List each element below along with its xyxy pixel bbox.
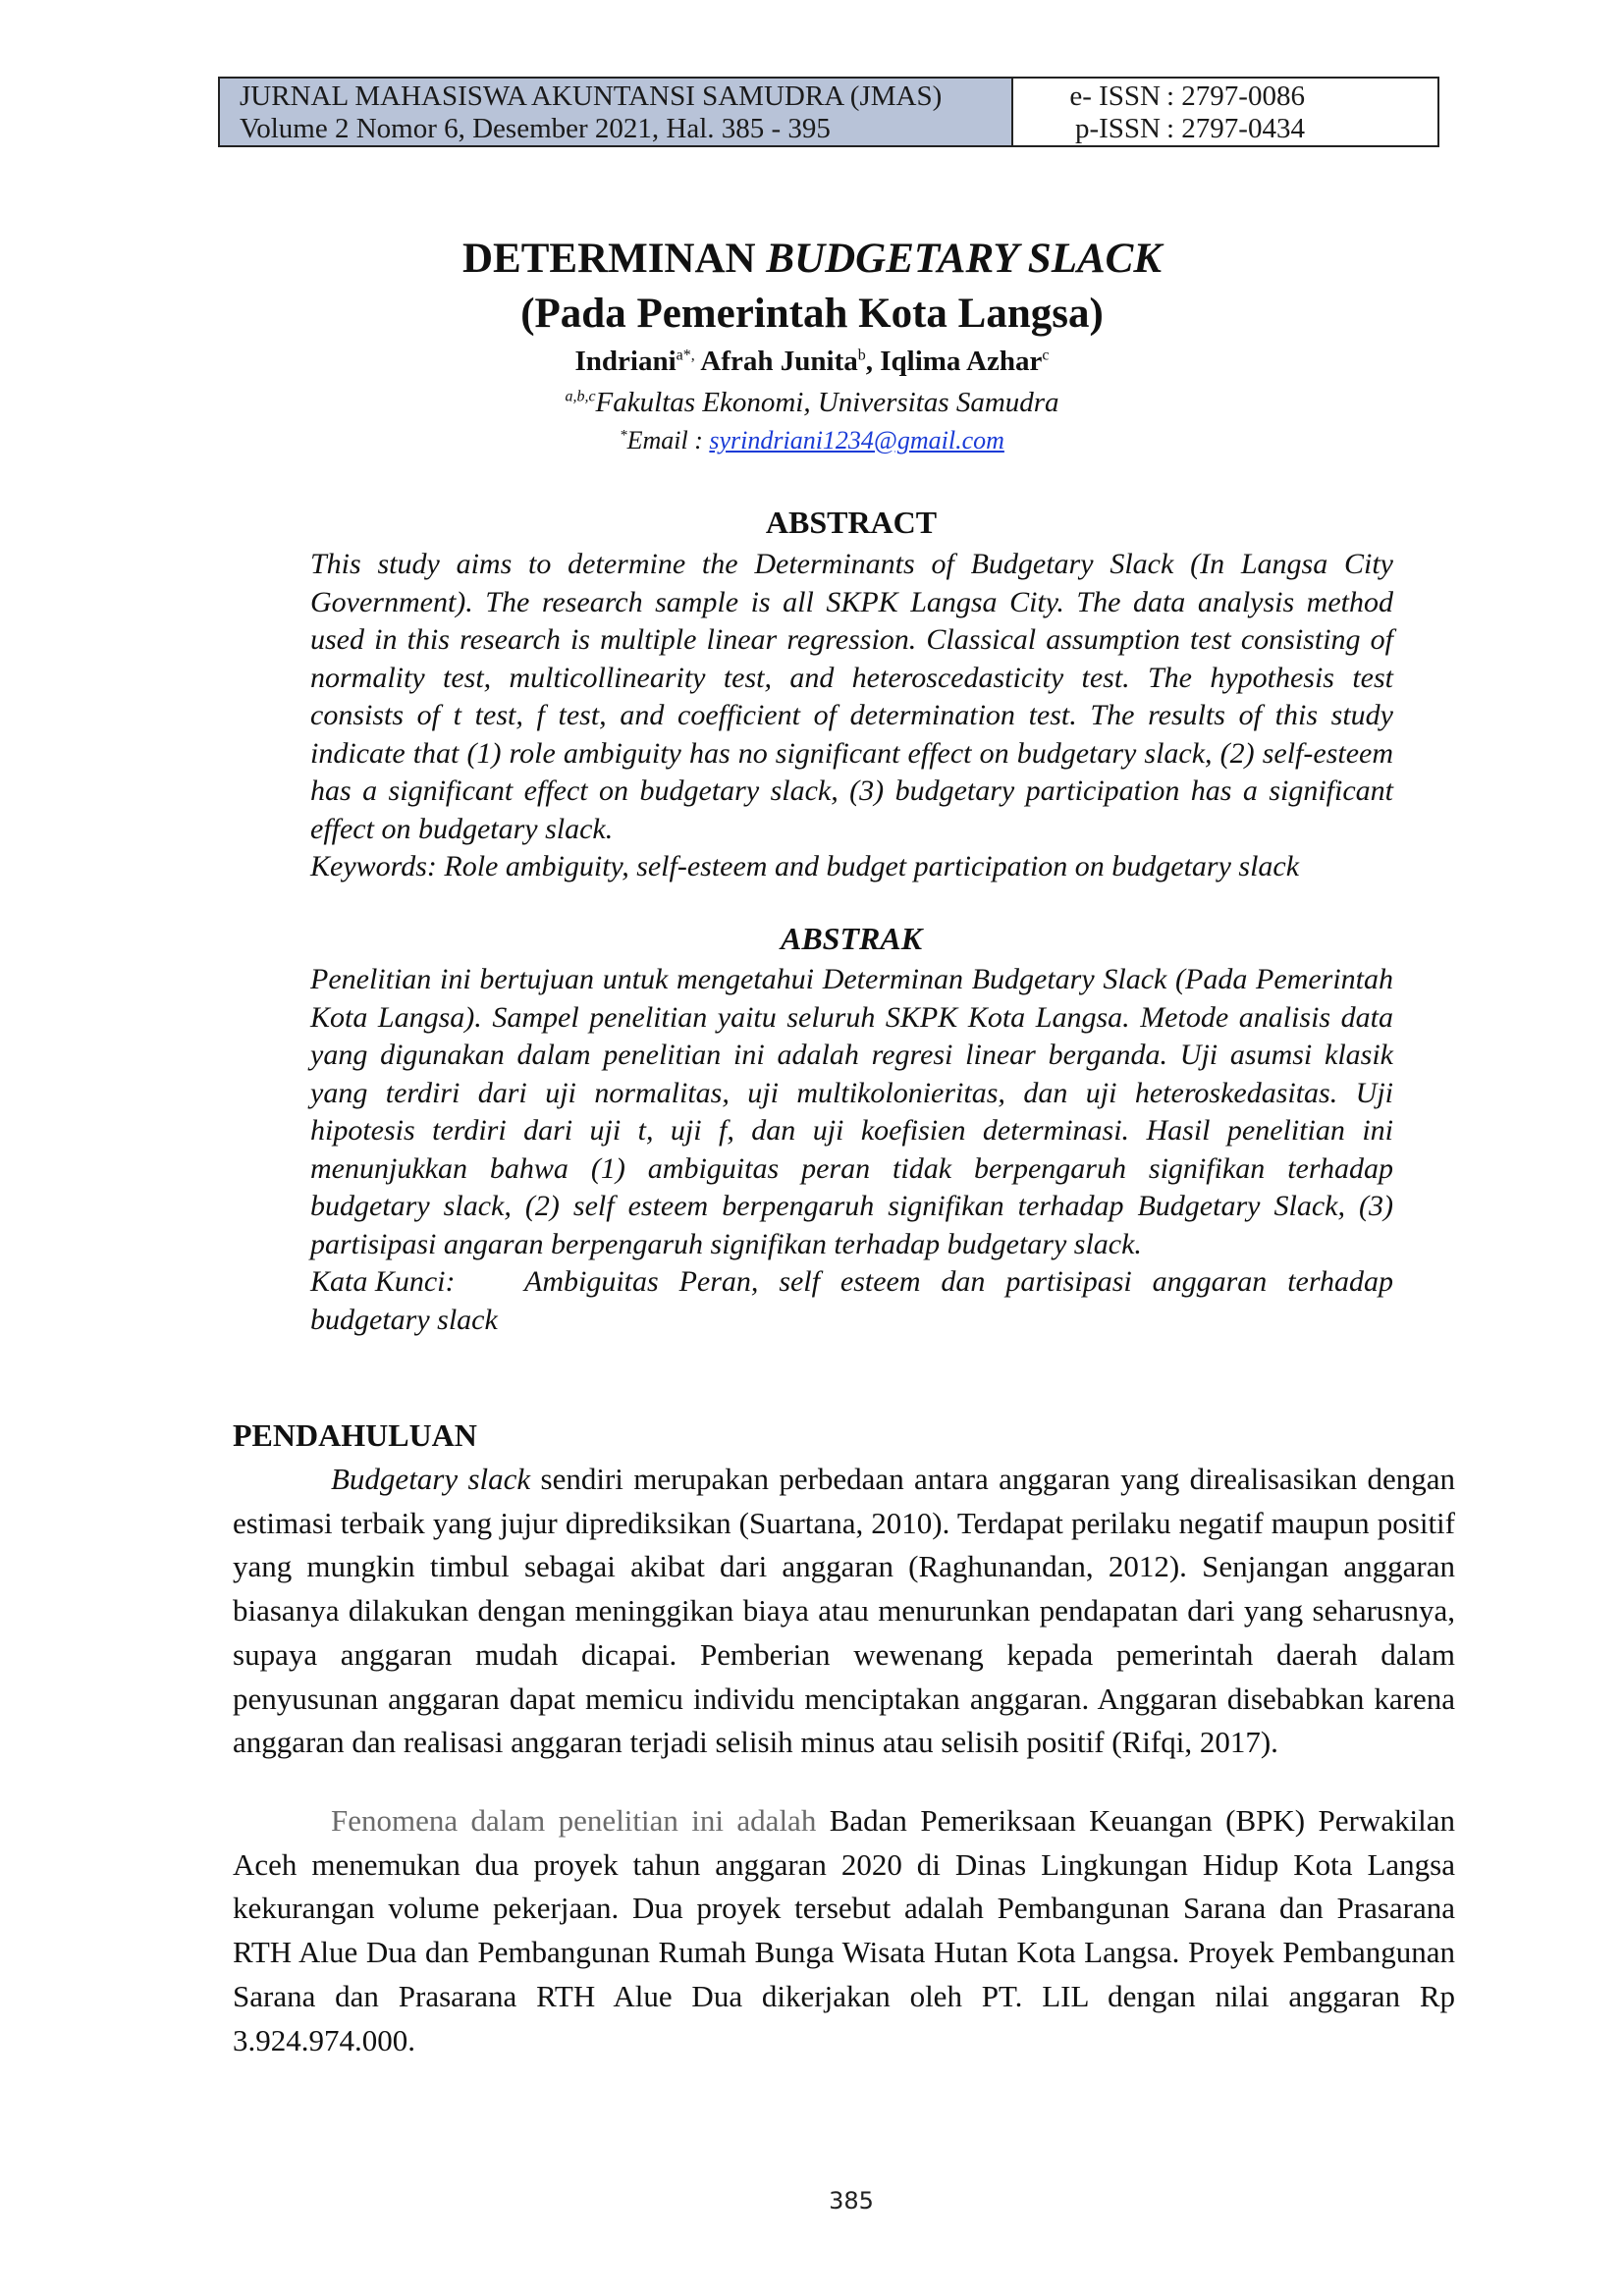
- keywords-id-label: Kata Kunci:: [310, 1265, 456, 1298]
- pissn-label: p-ISSN: [1074, 113, 1161, 144]
- intro-p1-text: sendiri merupakan perbedaan antara anggaran yang direalisasikan dengan estimasi terbaik yang jujur diprediksikan (Suartana, 2010). Terdapat perilaku negatif maupun positif yang mungkin timbul sebagai akibat dari anggaran (Raghunandan, 2012). Senjangan anggaran biasanya dilakukan dengan meninggikan biaya atau menurunkan pendapatan dari yang seharusnya, supaya anggaran mudah dicapai. Pemberian wewenang kepada pemerintah daerah dalam penyusunan anggaran dapat memicu individu menciptakan anggaran. Anggaran disebabkan karena anggaran dan realisasi anggaran terjadi selisih minus atau selisih positif (Rifqi, 2017).: [233, 1462, 1455, 1760]
- journal-volume: Volume 2 Nomor 6, Desember 2021, Hal. 385 - 395: [240, 113, 831, 144]
- affiliation: [0, 387, 1624, 419]
- affiliation-text: Fakultas Ekonomi, Universitas Samudra: [595, 387, 1059, 418]
- author-1-sup: a*,: [676, 347, 695, 364]
- pissn-row: [1013, 113, 1437, 145]
- title-italic: BUDGETARY SLACK: [766, 236, 1163, 282]
- intro-p2-faint: Fenomena dalam penelitian ini adalah: [331, 1803, 817, 1838]
- eissn-value: : 2797-0086: [1166, 80, 1305, 112]
- eissn-label: e- ISSN: [1069, 80, 1161, 112]
- keywords-en-text: Role ambiguity, self-esteem and budget participation on budgetary slack: [444, 850, 1300, 882]
- keywords-id: [310, 1263, 1393, 1339]
- section-heading-intro: PENDAHULUAN: [233, 1417, 477, 1453]
- pissn-value: : 2797-0434: [1166, 113, 1305, 144]
- intro-p2-text: Badan Pemeriksaan Keuangan (BPK) Perwakilan Aceh menemukan dua proyek tahun anggaran 2020 di Dinas Lingkungan Hidup Kota Langsa kekurangan volume pekerjaan. Dua proyek tersebut adalah Pembangunan Sarana dan Prasarana RTH Alue Dua dan Pembangunan Rumah Bunga Wisata Hutan Kota Langsa. Proyek Pembangunan Sarana dan Prasarana RTH Alue Dua dikerjakan oleh PT. LIL dengan nilai anggaran Rp 3.924.974.000.: [233, 1803, 1455, 2057]
- keywords-id-text: Ambiguitas Peran, self esteem dan partisipasi anggaran terhadap budgetary slack: [310, 1265, 1393, 1336]
- intro-paragraph-2: [233, 1799, 1455, 2062]
- email-link[interactable]: syrindriani1234@gmail.com: [709, 426, 1004, 454]
- author-list: Indriani$^{a*,}$ Afrah Junita$^b$, Iqlima Azhar$^c$: [574, 346, 1050, 377]
- page-number: 385: [829, 2187, 874, 2215]
- issn-info: [1013, 79, 1437, 145]
- keywords-en-label: Keywords:: [310, 850, 437, 882]
- paper-title: [0, 232, 1624, 287]
- journal-info: [220, 79, 1013, 145]
- abstrak-heading: ABSTRAK: [780, 921, 923, 956]
- paper-subtitle: (Pada Pemerintah Kota Langsa): [520, 291, 1104, 337]
- author-2: Afrah Junita: [700, 346, 858, 377]
- author-2-sup: b: [857, 347, 866, 364]
- journal-name: JURNAL MAHASISWA AKUNTANSI SAMUDRA (JMAS): [240, 80, 943, 112]
- email-sup: *: [620, 427, 627, 444]
- abstract-id: [310, 961, 1393, 1339]
- email-label: Email :: [626, 426, 710, 454]
- author-1: Indriani: [574, 346, 677, 377]
- keywords-en: [310, 848, 1393, 886]
- intro-paragraph-1: [233, 1458, 1455, 1765]
- email-line: [0, 426, 1624, 455]
- affiliation-sup: a,b,c: [565, 388, 596, 405]
- eissn-row: [1013, 80, 1437, 113]
- intro-p1-italic: Budgetary slack: [331, 1462, 531, 1496]
- abstract-en-body: This study aims to determine the Determinants of Budgetary Slack (In Langsa City Government). The research sample is all SKPK Langsa City. The data analysis method used in this research is multiple linear regression. Classical assumption test consisting of normality test, multicollinearity test, and heteroscedasticity test. The hypothesis test consists of t test, f test, and coefficient of determination test. The results of this study indicate that (1) role ambiguity has no significant effect on budgetary slack, (2) self-esteem has a significant effect on budgetary slack, (3) budgetary participation has a significant effect on budgetary slack.: [310, 548, 1393, 845]
- journal-header: [218, 77, 1439, 147]
- author-3-sup: c: [1042, 347, 1050, 364]
- abstract-id-body: Penelitian ini bertujuan untuk mengetahui Determinan Budgetary Slack (Pada Pemerintah Kota Langsa). Sampel penelitian yaitu seluruh SKPK Kota Langsa. Metode analisis data yang digunakan dalam penelitian ini adalah regresi linear berganda. Uji asumsi klasik yang terdiri dari uji normalitas, uji multikolonieritas, dan uji heteroskedasitas. Uji hipotesis terdiri dari uji t, uji f, dan uji koefisien determinasi. Hasil penelitian ini menunjukkan bahwa (1) ambiguitas peran tidak berpengaruh signifikan terhadap budgetary slack, (2) self esteem berpengaruh signifikan terhadap Budgetary Slack, (3) partisipasi angaran berpengaruh signifikan terhadap budgetary slack.: [310, 963, 1393, 1260]
- title-plain: DETERMINAN: [461, 236, 767, 282]
- author-3: Iqlima Azhar: [880, 346, 1043, 377]
- abstract-heading: ABSTRACT: [765, 505, 938, 540]
- abstract-en: [310, 546, 1393, 886]
